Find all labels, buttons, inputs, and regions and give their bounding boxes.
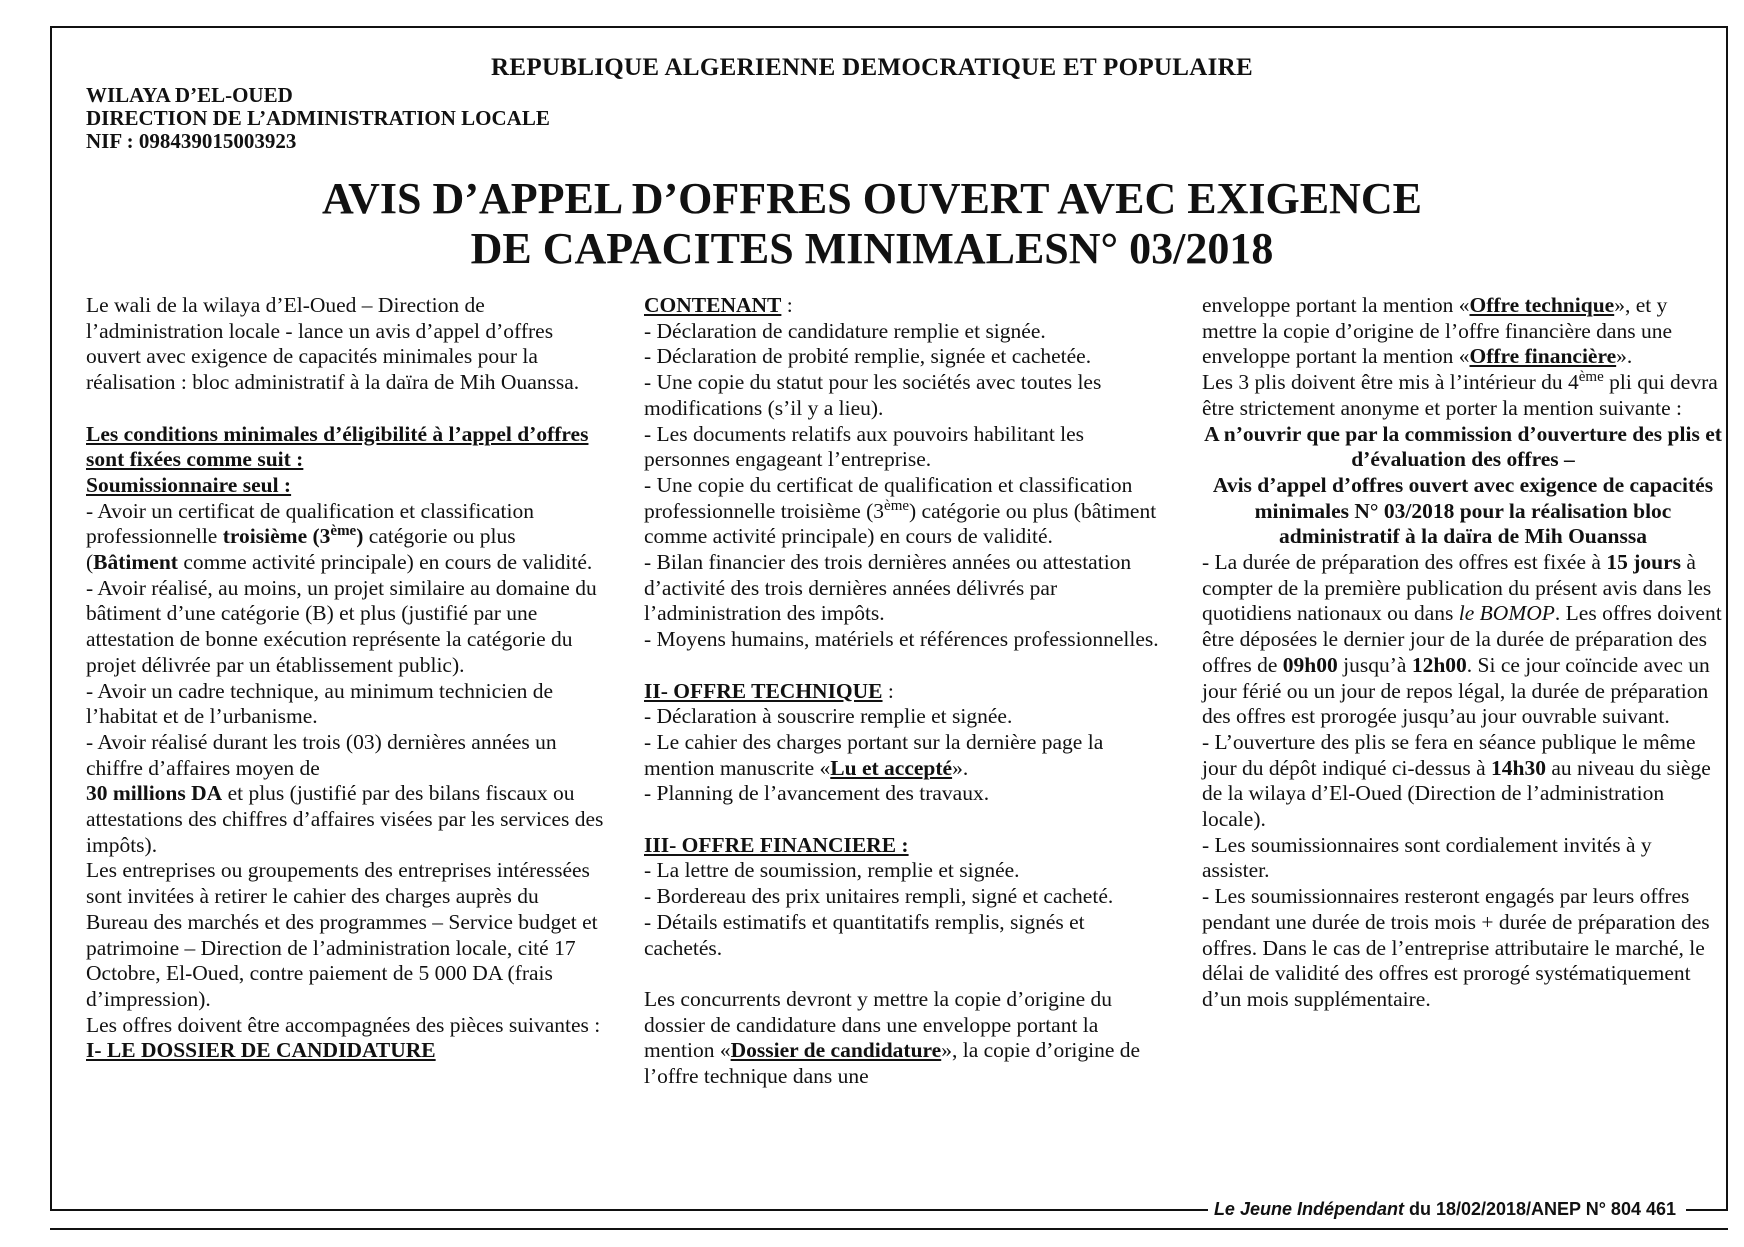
publication-details: du 18/02/2018/ANEP N° 804 461 [1403,1199,1676,1219]
column-3 [1202,293,1724,1013]
title-line-2: DE CAPACITES MINIMALESN° 03/2018 [470,224,1274,273]
dossier-candidature-heading: I- LE DOSSIER DE CANDIDATURE [86,1038,436,1063]
conditions-heading: Les conditions minimales d’éligibilité à l’appel d’offres sont fixées comme suit : [86,421,589,472]
publication-footer [1208,1196,1686,1222]
offre-financiere-heading: III- OFFRE FINANCIERE : [644,832,909,857]
column-1 [86,293,606,1064]
authority-line-nif: NIF : 098439015003923 [86,129,297,153]
fin-item: - Bordereau des prix unitaires rempli, signé et cacheté. [644,884,1114,909]
condition-similar-project: - Avoir réalisé, au moins, un projet similaire au domaine du bâtiment d’une catégorie (B) et plus (justifié par une attestation de bonne exécution représente la catégorie du projet délivrée par un établissement public). [86,575,597,677]
withdraw-specifications-paragraph: Les entreprises ou groupements des entreprises intéressées sont invitées à retirer le cahier des charges auprès du Bureau des marchés et des programmes – Service budget et patrimoine – Direction de l’administration locale, cité 17 Octobre, El-Oued, contre paiement de 5 000 DA (frais d’impression). [86,858,598,1011]
invites-paragraph: - Les soumissionnaires sont cordialement invités à y assister. [1202,832,1652,883]
condition-turnover: - Avoir réalisé durant les trois (03) dernières années un chiffre d’affaires moyen de 30 millions DA et plus (justifié par des bilans fiscaux ou attestations des chiffres d’affaires visées par les services des impôts). [86,729,604,857]
engages-paragraph: - Les soumissionnaires resteront engagés par leurs offres pendant une durée de trois mois + durée de préparation des offres. Dans le cas de l’entreprise attributaire le marché, le délai de validité des offres est prorogé systématiquement d’un mois supplémentaire. [1202,884,1710,1011]
column-2 [644,293,1164,1090]
tech-item-cahier: - Le cahier des charges portant sur la dernière page la mention manuscrite «Lu et accepté». [644,729,1104,780]
dossier-item: - Les documents relatifs aux pouvoirs habilitant les personnes engageant l’entreprise. [644,421,1085,472]
concurrents-paragraph: Les concurrents devront y mettre la copie d’origine du dossier de candidature dans une enveloppe portant la mention «Dossier de candidature», la copie d’origine de l’offre technique dans une [644,986,1141,1089]
plis-paragraph: Les 3 plis doivent être mis à l’intérieur du 4ème pli qui devra être strictement anonyme et porter la mention suivante : [1202,368,1718,420]
duree-paragraph: - La durée de préparation des offres est fixée à 15 jours à compter de la première publication du présent avis dans les quotidiens nationaux ou dans le BOMOP. Les offres doivent être déposées le dernier jour de la durée de préparation des offres de 09h00 jusqu’à 12h00. Si ce jour coïncide avec un jour férié ou un jour de repos légal, la durée de préparation des offres est prorogée jusqu’au jour ouvrable suivant. [1202,550,1722,729]
mention-line-1: A n’ouvrir que par la commission d’ouverture des plis et d’évaluation des offres – [1204,421,1722,472]
dossier-item: - Bilan financier des trois dernières années ou attestation d’activité des trois dernières années délivrés par l’administration des impôts. [644,550,1132,626]
dossier-item: - Moyens humains, matériels et références professionnelles. [644,627,1159,652]
authority-line-wilaya: WILAYA D’EL-OUED [86,83,293,107]
soumissionnaire-heading: Soumissionnaire seul : [86,472,292,497]
tech-item: - Déclaration à souscrire remplie et signée. [644,704,1013,729]
envelope-paragraph: enveloppe portant la mention «Offre technique», et y mettre la copie d’origine de l’offre financière dans une enveloppe portant la mention «Offre financière». [1202,293,1672,369]
dossier-item: - Déclaration de candidature remplie et signée. [644,318,1046,343]
condition-technical-staff: - Avoir un cadre technique, au minimum technicien de l’habitat et de l’urbanisme. [86,678,554,729]
authority-line-direction: DIRECTION DE L’ADMINISTRATION LOCALE [86,106,550,130]
intro-paragraph: Le wali de la wilaya d’El-Oued – Direction de l’administration locale - lance un avis d’appel d’offres ouvert avec exigence de capacités minimales pour la réalisation : bloc administratif à la daïra de Mih Ouanssa. [86,293,580,395]
offre-technique-heading: II- OFFRE TECHNIQUE : [644,678,894,703]
condition-certificate: - Avoir un certificat de qualification et classification professionnelle troisième (3ème) catégorie ou plus (Bâtiment comme activité principale) en cours de validité. [86,498,593,575]
notice-title [0,174,1744,274]
republic-heading: REPUBLIQUE ALGERIENNE DEMOCRATIQUE ET POPULAIRE [491,54,1253,81]
issuing-authority [86,84,550,153]
dossier-item-certificate: - Une copie du certificat de qualification et classification professionnelle troisième (3ème) catégorie ou plus (bâtiment comme activité principale) en cours de validité. [644,472,1157,549]
mention-line-2: Avis d’appel d’offres ouvert avec exigence de capacités minimales N° 03/2018 pour la réalisation bloc administratif à la daïra de Mih Ouanssa [1212,472,1714,549]
documents-paragraph: Les offres doivent être accompagnées des pièces suivantes : [86,1012,601,1037]
fin-item: - Détails estimatifs et quantitatifs remplis, signés et cachetés. [644,909,1085,960]
publication-name: Le Jeune Indépendant [1213,1199,1404,1219]
dossier-item: - Une copie du statut pour les sociétés avec toutes les modifications (s’il y a lieu). [644,370,1102,420]
tech-item: - Planning de l’avancement des travaux. [644,781,990,806]
ouverture-paragraph: - L’ouverture des plis se fera en séance publique le même jour du dépôt indiqué ci-dessus à 14h30 au niveau du siège de la wilaya d’El-Oued (Direction de l’administration locale). [1202,729,1711,832]
fin-item: - La lettre de soumission, remplie et signée. [644,858,1020,883]
bottom-rule [50,1228,1728,1230]
dossier-item: - Déclaration de probité remplie, signée et cachetée. [644,344,1092,369]
title-line-1: AVIS D’APPEL D’OFFRES OUVERT AVEC EXIGENCE [322,174,1422,223]
contenant-line: CONTENANT : [644,293,793,317]
